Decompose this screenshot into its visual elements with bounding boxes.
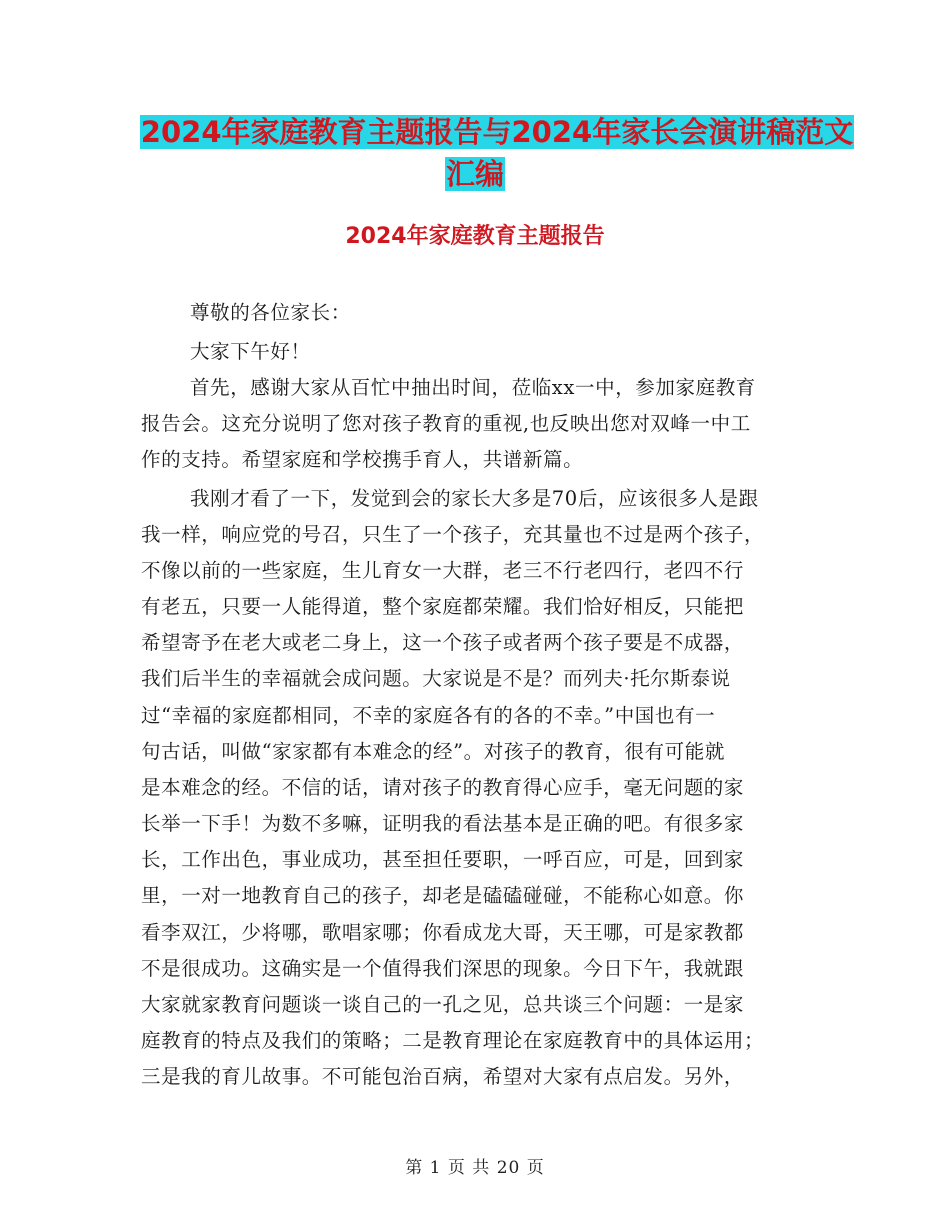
title-highlight: 汇编	[445, 157, 504, 191]
body-line: 不是很成功。这确实是一个值得我们深思的现象。今日下午，我就跟	[141, 957, 745, 980]
body-line: 长举一下手！为数不多嘛，证明我的看法基本是正确的吧。有很多家	[141, 812, 745, 835]
document-title-line-1	[22, 111, 950, 153]
body-line: 我们后半生的幸福就会成问题。大家说是不是？而列夫·托尔斯泰说	[141, 667, 731, 690]
body-line: 庭教育的特点及我们的策略；二是教育理论在家庭教育中的具体运用；	[141, 1029, 765, 1052]
title-highlight: 2024年家庭教育主题报告与2024年家长会演讲稿范文	[140, 115, 854, 149]
body-line: 大家就家教育问题谈一谈自己的一孔之见，总共谈三个问题：一是家	[141, 993, 745, 1016]
body-line: 是本难念的经。不信的话，请对孩子的教育得心应手，毫无问题的家	[141, 776, 745, 799]
body-line: 不像以前的一些家庭，生儿育女一大群，老三不行老四行，老四不行	[141, 559, 745, 582]
body-line: 看李双江，少将哪，歌唱家哪；你看成龙大哥，天王哪，可是家教都	[141, 921, 745, 944]
page-footer: 第 1 页 共 20 页	[405, 1158, 545, 1178]
body-line: 过“幸福的家庭都相同，不幸的家庭各有的各的不幸。”中国也有一	[141, 704, 716, 727]
body-line: 句古话，叫做“家家都有本难念的经”。对孩子的教育，很有可能就	[141, 740, 725, 763]
body-line: 里，一对一地教育自己的孩子，却老是磕磕碰碰，不能称心如意。你	[141, 884, 745, 907]
body-line: 尊敬的各位家长：	[190, 301, 351, 324]
body-line: 首先，感谢大家从百忙中抽出时间，莅临xx一中，参加家庭教育	[190, 376, 756, 399]
body-line: 希望寄予在老大或老二身上，这一个孩子或者两个孩子要是不成器，	[141, 631, 745, 654]
body-line: 我一样，响应党的号召，只生了一个孩子，充其量也不过是两个孩子，	[141, 523, 765, 546]
document-title-line-2	[0, 153, 950, 195]
body-line: 有老五，只要一人能得道，整个家庭都荣耀。我们恰好相反，只能把	[141, 595, 745, 618]
body-line: 三是我的育儿故事。不可能包治百病，希望对大家有点启发。另外，	[141, 1065, 745, 1088]
body-line: 作的支持。希望家庭和学校携手育人，共谱新篇。	[141, 448, 584, 471]
body-line: 报告会。这充分说明了您对孩子教育的重视,也反映出您对双峰一中工	[141, 412, 751, 435]
body-line: 大家下午好！	[190, 340, 311, 363]
body-line: 长，工作出色，事业成功，甚至担任要职，一呼百应，可是，回到家	[141, 848, 745, 871]
body-line: 我刚才看了一下，发觉到会的家长大多是70后，应该很多人是跟	[190, 487, 759, 510]
section-heading: 2024年家庭教育主题报告	[345, 224, 605, 249]
